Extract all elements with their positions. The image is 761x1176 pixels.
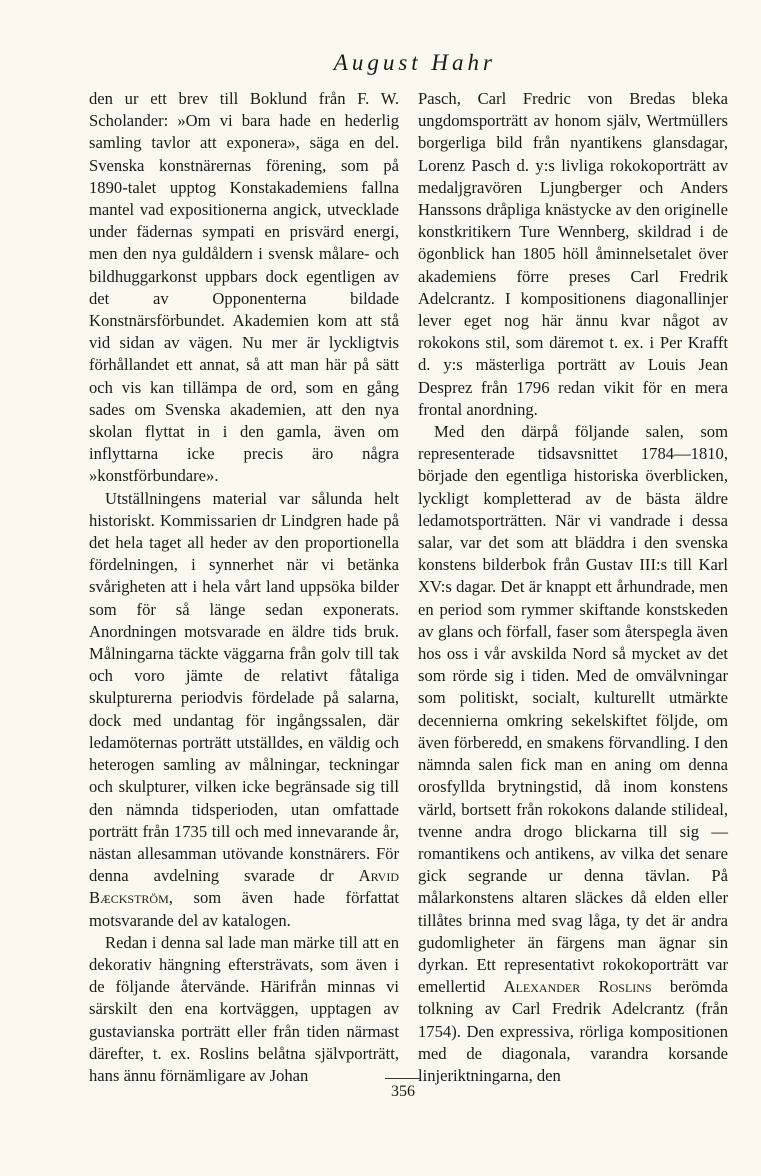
- right-paragraph-2-tail: berömda tolkning av Carl Fredrik Adelcrantz (från 1754). Den expressiva, rörliga kompositionen med de diagonala, varandra korsande linjeriktningarna, den: [418, 977, 728, 1085]
- left-paragraph-2: [89, 488, 399, 932]
- right-paragraph-2-text: Med den därpå följande salen, som representerade tidsavsnittet 1784—1810, började den egentliga historiska överblicken, lyckligt kompletterad av de bästa äldre ledamotsporträtten. När vi vandrade i dessa salar, var det som att bläddra i den svenska konstens bilderbok från Gustav III:s till Karl XV:s dagar. Det är knappt ett århundrade, men en period som rymmer skiftande konstskeden av glans och förfall, faser som återspegla även hos oss i vår avskilda Nord så mycket av det som rörde sig i tiden. Med de omvälvningar som politiskt, socialt, kulturellt utmärkte decennierna omkring sekelskiftet följde, om även förberedd, en smakens förvandling. I den nämnda salen fick man en aning om denna orosfyllda brytningstid, då inom konstens värld, bortsett från rokokons dalande stilideal, tvenne andra drogo blickarna till sig — romantikens och antikens, av vilka det senare gick segrande ur denna tävlan. På målarkonstens altaren släckes då elden eller tillåtes brinna med svag låga, ty det är andra gudomligheter än färgens man ägnar sin dyrkan. Ett representativt rokokoporträtt var emellertid: [418, 422, 728, 997]
- right-paragraph-1: Pasch, Carl Fredric von Bredas bleka ungdomsporträtt av honom själv, Wertmüllers borgerliga bild från nyantikens glansdagar, Lorenz Pasch d. y:s livliga rokokoporträtt av medaljgravören Ljungberger och Anders Hanssons dråpliga knästycke av den originelle konstkritikern Ture Wennberg, skildrad i de ögonblick han 1805 höll åminnelsetalet över akademiens förre preses Carl Fredrik Adelcrantz. I kompositionens diagonallinjer lever eget nog här ännu kvar något av rokokons stil, som däremot t. ex. i Per Krafft d. y:s mästerliga porträtt av Louis Jean Desprez från 1796 redan vikit för en mera frontal anordning.: [418, 89, 728, 419]
- left-paragraph-2-text: Utställningens material var sålunda helt historiskt. Kommissarien dr Lindgren hade på det hela taget all heder av den proportionella fördelningen, i synnerhet när vi betänka svårigheten att i hela vårt land uppsöka bilder som för så länge sedan exponerats. Anordningen motsvarade en äldre tids bruk. Målningarna täckte väggarna från golv till tak och voro jämte de relativt fåtaliga skulpturerna periodvis fördelade på salarna, dock med undantag för ingångssalen, där ledamöternas porträtt utställdes, en väldig och heterogen samling av målningar, teckningar och skulpturer, vilken icke begränsade sig till den nämnda tidsperioden, utan omfattade porträtt från 1735 till och med innevarande år, nästan allesamman utövande konstnärers. För denna avdelning svarade dr: [89, 488, 399, 886]
- right-column: [418, 88, 728, 1087]
- left-paragraph-2-tail: , som även hade författat motsvarande del av katalogen.: [89, 888, 399, 930]
- left-paragraph-3: Redan i denna sal lade man märke till att en dekorativ hängning eftersträvats, som även i de följande återvände. Härifrån minnas vi särskilt den ena kortväggen, upptagen av gustavianska porträtt eller från tiden närmast därefter, t. ex. Roslins belåtna självporträtt, hans ännu förnämligare av Johan: [89, 932, 399, 1085]
- artist-name-roslin: Alexander Roslins: [503, 977, 652, 997]
- left-paragraph-1: den ur ett brev till Boklund från F. W. Scholander: »Om vi bara hade en hederlig samling tavlor att exponera», säga en del. Svenska konstnärernas förening, som på 1890-talet upptog Konstakademiens fallna mantel vad expositionerna angick, utvecklade under fädernas sympati en prisvärd energi, men den nya guldåldern i svensk målare- och bildhuggarkonst uppbars dock egentligen av det av Opponenterna bildade Konstnärsförbundet. Akademien kom att stå vid sidan av vägen. Nu mer är lyckligtvis förhållandet ett annat, så att man här på sätt och vis kan tillämpa de ord, som en gång sades om Svenska akademien, att den nya skolan flyttat in i den gamla, även om inflyttarna icke precis äro några »konstförbundare».: [89, 89, 399, 486]
- running-title: August Hahr: [333, 50, 496, 75]
- author-name-baeckstrom: Arvid Bæckström: [89, 866, 400, 908]
- left-column: [89, 88, 399, 1087]
- page-number: 356: [385, 1078, 421, 1101]
- right-paragraph-2: [418, 421, 728, 1087]
